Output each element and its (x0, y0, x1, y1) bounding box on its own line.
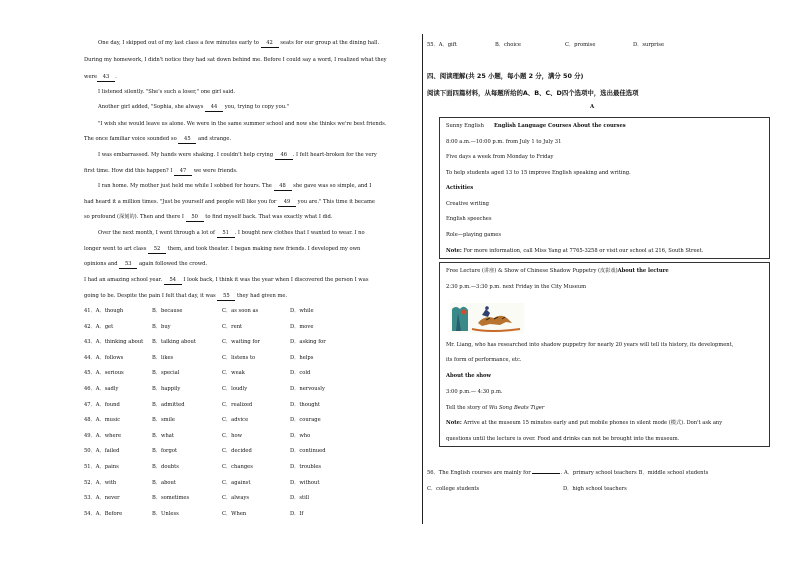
activity-item: Creative writing (446, 201, 489, 207)
option-c[interactable]: C．When (222, 510, 247, 517)
option-c[interactable]: C．loudly (222, 386, 248, 392)
option-c[interactable]: C．college students (427, 486, 480, 492)
passage-line: opinions and 53 again followed the crowd. (84, 261, 208, 267)
option-a[interactable]: 44．A．follows (84, 354, 124, 361)
section-title: 四、阅读理解(共 25 小题，每小题 2 分，满分 50 分) (427, 72, 584, 80)
option-b[interactable]: B．what (152, 432, 174, 439)
passage-line: going to be. Despite the pain I felt that day, it was 55 they had given me. (84, 293, 288, 299)
passage-line: I had an amazing school year. 54 I look back, I think it was the year when I discovered the person I was (84, 277, 369, 283)
show-story: Tell the story of Wu Song Beats Tiger (446, 405, 545, 411)
passage-line: One day, I skipped out of my last class a few minutes early to 42 seats for our group at the dining hall. (98, 40, 380, 46)
lecture-note: Note: Arrive at the museum 15 minutes early and put mobile phones in silent mode (模式). Don't ask any (446, 420, 723, 426)
option-c[interactable]: C．rent (222, 323, 243, 330)
option-a[interactable]: 47．A．found (84, 401, 120, 408)
activities-heading: Activities (446, 185, 474, 191)
option-d[interactable]: D．still (290, 495, 310, 502)
option-c[interactable]: C．realized (222, 401, 253, 408)
option-c[interactable]: C．promise (565, 42, 596, 48)
option-a[interactable]: 53．A．never (84, 495, 120, 502)
option-d[interactable]: D．nervously (290, 386, 325, 392)
option-b[interactable]: B．admitted (152, 401, 185, 408)
option-a[interactable]: 43．A．thinking about (84, 339, 144, 346)
option-b[interactable]: B．choice (495, 42, 522, 48)
option-c[interactable]: C．always (222, 495, 250, 502)
option-a[interactable]: 48．A．music (84, 417, 121, 424)
option-a[interactable]: A．primary school teachers (564, 470, 637, 476)
option-a[interactable]: 49．A．where (84, 432, 122, 439)
passage-line: I was embarrassed. My hands were shaking. I couldn't help crying 46 . I felt heart-broken for the very (98, 152, 377, 158)
option-b[interactable]: B．Unless (152, 510, 179, 517)
option-a[interactable]: 51．A．pains (84, 464, 119, 470)
option-c[interactable]: C．how (222, 432, 243, 439)
option-d[interactable]: D．asking for (290, 339, 326, 346)
lecture-header: Free Lecture (讲座) & Show of Chinese Shadow Puppetry (皮影戏)About the lecture (446, 268, 669, 274)
option-c[interactable]: C．changes (222, 464, 253, 470)
option-d[interactable]: D．troubles (290, 464, 322, 470)
course-time: 8:00 a.m.—10:00 p.m. from July 1 to July 31 (446, 139, 562, 145)
option-c[interactable]: C．advice (222, 417, 249, 424)
section-instruction: 阅读下面四篇材料，从每题所给的A、B、C、D四个选项中，选出最佳选项 (427, 89, 639, 97)
option-b[interactable]: B．doubts (152, 464, 179, 470)
option-c[interactable]: C．waiting for (222, 339, 260, 346)
course-note: Note: For more information, call Miss Yang at 7765-3258 or visit our school at 216, South Street. (446, 248, 704, 254)
answer-blank[interactable] (532, 473, 560, 474)
passage-line: Over the next month, I went through a lot of 51 . I bought new clothes that I wanted to wear. I no (98, 230, 365, 236)
option-d[interactable]: D．cold (290, 370, 311, 377)
passage-line: first time. How did this happen? I 47 we were friends. (84, 168, 238, 174)
passage-line: I listened silently. "She's such a loser," one girl said. (98, 89, 236, 95)
passage-label: A (590, 104, 595, 110)
option-d[interactable]: D．helps (290, 354, 314, 361)
passage-line: so profound (深刻的). Then and there I 50 to find myself back. That was exactly what I did. (84, 214, 333, 220)
passage-line: During my homework, I didn't notice they had sat down behind me. Before I could say a word, I realized what they (84, 57, 387, 63)
show-heading: About the show (446, 373, 491, 379)
option-b[interactable]: B．likes (152, 354, 174, 361)
option-d[interactable]: D．who (290, 432, 311, 439)
passage-line: had heard it a million times. "Just be yourself and people will like you for 49 you are." This time it became (84, 199, 375, 205)
option-b[interactable]: B．because (152, 308, 183, 314)
passage-line: Another girl added, "Sophia, she always 44 you, trying to copy you." (98, 104, 290, 110)
option-c[interactable]: C．decided (222, 448, 252, 455)
option-b[interactable]: B．talking about (152, 339, 196, 346)
question-56-stem: 56．The English courses are mainly for . A．primary school teachers B．middle school students (427, 470, 709, 476)
option-d[interactable]: D．courage (290, 417, 321, 424)
option-d[interactable]: D．If (290, 510, 304, 517)
option-a[interactable]: 41．A．though (84, 308, 124, 314)
passage-line: The once familiar voice sounded so 45 and strange. (84, 136, 232, 142)
option-d[interactable]: D．while (290, 308, 314, 314)
option-a[interactable]: 55．A．gift (427, 42, 457, 48)
course-header: Sunny English English Language Courses About the courses (446, 123, 626, 129)
option-d[interactable]: D．continued (290, 448, 326, 455)
activity-item: English speeches (446, 216, 492, 222)
lecture-note: questions until the lecture is over. Food and drinks can not be brought into the museum. (446, 436, 680, 442)
passage-line: were 43 . (84, 74, 117, 80)
option-d[interactable]: D．high school teachers (563, 486, 627, 492)
option-b[interactable]: B．smile (152, 417, 175, 424)
option-b[interactable]: B．sometimes (152, 495, 190, 502)
option-b[interactable]: B．special (152, 370, 180, 377)
option-a[interactable]: 45．A．serious (84, 370, 124, 377)
option-a[interactable]: 54．A．Before (84, 510, 123, 517)
lecture-time: 2:30 p.m.—3:30 p.m. next Friday in the City Museum (446, 284, 587, 290)
option-d[interactable]: D．surprise (633, 42, 665, 48)
option-b[interactable]: B．buy (152, 323, 171, 330)
option-d[interactable]: D．without (290, 479, 320, 486)
option-d[interactable]: D．thought (290, 401, 320, 408)
option-c[interactable]: C．weak (222, 370, 245, 377)
course-days: Five days a week from Monday to Friday (446, 154, 554, 160)
option-b[interactable]: B．about (152, 479, 176, 486)
option-a[interactable]: 50．A．failed (84, 448, 120, 455)
option-c[interactable]: C．listens to (222, 354, 256, 361)
lecture-desc: Mr. Liang, who has researched into shadow puppetry for nearly 20 years will tell its history, its development, (446, 342, 734, 348)
activity-item: Role—playing games (446, 232, 501, 238)
option-d[interactable]: D．move (290, 323, 314, 330)
column-divider (422, 34, 423, 524)
option-c[interactable]: C．as soon as (222, 308, 259, 314)
option-b[interactable]: B．forgot (152, 448, 178, 455)
option-a[interactable]: 42．A．get (84, 323, 114, 330)
shadow-puppet-image (450, 303, 524, 333)
option-c[interactable]: C．against (222, 479, 251, 486)
show-time: 3:00 p.m.— 4:30 p.m. (446, 389, 503, 395)
option-b[interactable]: B．happily (152, 386, 181, 392)
option-a[interactable]: 52．A．with (84, 479, 117, 486)
passage-line: I ran home. My mother just held me while I sobbed for hours. The 48 she gave was so simple, and I (98, 183, 372, 189)
passage-line: "I wish she would leave us alone. We were in the same summer school and now she thinks we're best friends. (98, 121, 387, 127)
option-a[interactable]: 46．A．sadly (84, 386, 119, 392)
passage-line: longer went to art class 52 them, and took theater. I began making new friends. I developed my own (84, 246, 361, 252)
course-purpose: To help students aged 13 to 15 improve English speaking and writing. (446, 170, 631, 176)
option-b[interactable]: B．middle school students (638, 470, 709, 476)
lecture-desc: its form of performance, etc. (446, 357, 522, 363)
